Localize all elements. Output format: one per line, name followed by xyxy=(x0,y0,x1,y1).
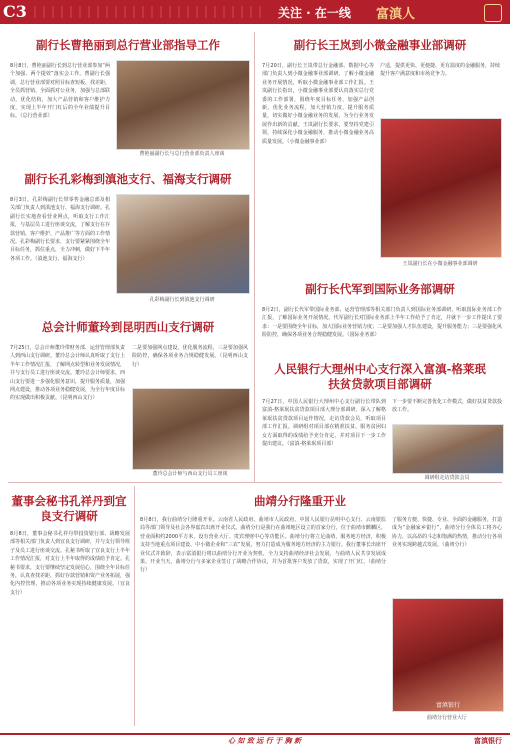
photo-caption: 曲靖分行营业大厅 xyxy=(426,715,467,721)
article-title: 副行长代军到国际业务部调研 xyxy=(305,282,455,296)
article-photo xyxy=(132,388,250,470)
article-body: 8月8日，我行曲靖分行隆重开业。云南省人民政府、曲靖市人民政府、中国人民银行昆明中心支行、云南银监局等部门领导及社会各界嘉宾出席开业仪式。曲靖分行是我行在曲靖地区设立的首家分行，位于曲靖市麒麟区，营业面积约2000平方米，设有营业大厅、贵宾理财中心等功能区。曲靖分行将立足曲靖、服务地方经济，积极支持当地重点项目建设、中小微企业和“三农”发展，努力打造成为服务地方经济的主力银行。我行董事长出席开业仪式并致辞，表示富滇银行将以曲靖分行开业为契机，全力支持曲靖经济社会发展，与曲靖人民共享发展成果。开业当天，曲靖分行与多家企业签订了战略合作协议，并为首批客户发放了贷款，实现了开门红。（曲靖分行） xyxy=(140,517,386,574)
article-photo xyxy=(116,60,250,150)
photo-caption: 董玲总会计师与西山支行员工座谈 xyxy=(152,471,228,477)
article-title: 副行长孔彩梅到滇池支行、福海支行调研 xyxy=(24,172,232,186)
article-body: 8月2日，副行长代军带国际业务部、运营管理部等相关部门负责人到国际业务部调研，听取国际业务部工作汇报，了解国际业务开展情况。代军副行长对国际业务部上半年工作给予了肯定，并就下一步工作提出了要求：一是要围绕全年目标，加大国际业务营销力度；二是要加强人才队伍建设，提升服务能力；三是要强化风险防控，确保各项业务合规稳健发展。（国际业务部） xyxy=(262,307,502,339)
footer-slogan: 心 如 致 远 行 于 胸 新 xyxy=(228,737,302,745)
column-divider xyxy=(254,32,255,482)
column-divider xyxy=(134,486,135,726)
article-title: 副行长曹艳丽到总行营业部指导工作 xyxy=(36,38,220,52)
article-body: 8月3日，孔彩梅副行长带零售金融总部及相关部门负责人到滇池支行、福海支行调研。孔副行长实地查看营业网点，听取支行工作汇报，与基层员工进行座谈交流，了解支行在存款营销、客户维护、产品推广等方面的工作情况。孔彩梅副行长要求，支行要紧紧围绕全年目标任务，抓住重点，全力冲刺，做好下半年各项工作。（滇池支行、福海支行） xyxy=(10,197,110,262)
article-body-cont: 户适，提供更快、更便捷、更有温度的金融服务，持续提升客户满意度和市场竞争力。 xyxy=(380,63,500,78)
article-body: 7月20日，副行长王岚带总行金融部、数据中心等部门负责人到小微金融事业部调研，了解小微金融业务开展情况，听取小微金融事业部工作汇报。王岚副行长指出，小微金融事业部要认真落实总行党委的工作部署，围绕年度目标任务，加强产品创新，优化业务流程，加大营销力度，提升服务质量，切实做好小微金融业务的发展，为全行业务发展作出新的贡献。王岚副行长要求，要坚持党建引领，持续深化小微金融服务，推动小微金融业务高质量发展。（小微金融事业部） xyxy=(262,63,374,145)
article-title: 副行长王岚到小微金融事业部调研 xyxy=(293,38,467,52)
photo-caption: 调研组走访贷款会员 xyxy=(424,475,470,481)
photo-caption: 孔彩梅副行长到滇池支行调研 xyxy=(149,297,215,303)
article-body: 8月8日，董事会秘书孔祥丹带投资银行部、战略发展部等相关部门负责人到宜良支行调研，并与支行领导班子及员工进行座谈交流。孔秘书听取了宜良支行上半年工作情况汇报，对支行上半年取得的成绩给予肯定。孔秘书要求，支行要继续坚定发展信心，围绕全年目标任务，认真查找差距，抓好存款营销和资产业务拓展，强化内控管理，推动各项业务实现持续健康发展。（宜良支行） xyxy=(10,531,130,596)
article-body: 7月25日，总会计师董玲带财务部、运营管理部负责人到西山支行调研。董玲总会计师认真听取了支行上半年工作情况汇报，了解网点转型和业务发展情况，并与支行员工进行座谈交流。董玲总会计师要求，西山支行要进一步强化服务意识，提升服务质量，加强网点建设，推动各项业务稳健发展，为全行年度目标的实现做出积极贡献。（昆明西山支行） xyxy=(10,345,125,402)
page-header xyxy=(0,0,510,24)
footer-logo: 富滇银行 xyxy=(474,737,502,745)
article-body-cont: 二是要加强网点建设，优化服务流程，三是要加强风险防控，确保各项业务合规稳健发展。（昆明西山支行） xyxy=(132,345,248,368)
photo-sign: 富滇银行 xyxy=(435,702,460,709)
page-number: C3 xyxy=(3,2,27,21)
article-title: 人民银行大理州中心支行深入富滇-格莱珉扶贫贷款项目部调研 xyxy=(274,362,486,391)
article-photo xyxy=(380,118,502,258)
brand-mark-icon xyxy=(484,4,502,22)
article-body: 8月8日，曹艳丽副行长到总行营业部参加“两个加强、两个提效”落实会工作。曹副行长强调，总行营业部要对照目标查短板、找差距，全员抓营销、全面抓对公业务，加强与总部联动，优化结构，加大产品营销和客户维护力度，实现上半年开门红后的全年业绩提升目标。（总行营业部） xyxy=(10,63,110,120)
article-title: 曲靖分行隆重开业 xyxy=(254,494,346,508)
article-body-cont: 了服务方便、快捷、专业、全面的金融服务，打造成为“金融家乡银行”，曲靖分行全体员工将齐心协力，以高昂的斗志和饱满的热情，推动分行各项业务实现跨越式发展。（曲靖分行） xyxy=(392,517,502,549)
brand-title: 富滇人 xyxy=(376,7,416,22)
article-body-cont: 下一步要不断完善优化工作模式，做好扶贫贷款投放工作。 xyxy=(392,399,502,414)
article-body: 7月27日，中国人民银行大理州中心支行副行长带队到富滇-格莱珉扶贫贷款项目部大理分部调研，深入了解格莱珉扶贫贷款项目运作情况，走访贷款会员，听取项目部工作汇报。调研组对项目部在精准扶贫、服务贫困妇女方面取得的成绩给予充分肯定，并对项目下一步工作提出建议。（富滇-格莱珉项目部） xyxy=(262,399,386,448)
column-title: 关注 · 在一线 xyxy=(278,6,351,20)
photo-caption: 曹艳丽副行长与总行营业部负责人座谈 xyxy=(139,151,225,157)
article-title: 董事会秘书孔祥丹到宜良支行调研 xyxy=(11,494,127,523)
section-divider xyxy=(8,482,502,483)
header-decoration xyxy=(34,6,264,18)
article-photo xyxy=(392,598,504,712)
article-photo xyxy=(392,424,504,474)
article-title: 总会计师董玲到昆明西山支行调研 xyxy=(41,320,215,334)
article-photo xyxy=(116,194,250,294)
photo-caption: 王岚副行长在小微金融事业部调研 xyxy=(402,261,478,267)
